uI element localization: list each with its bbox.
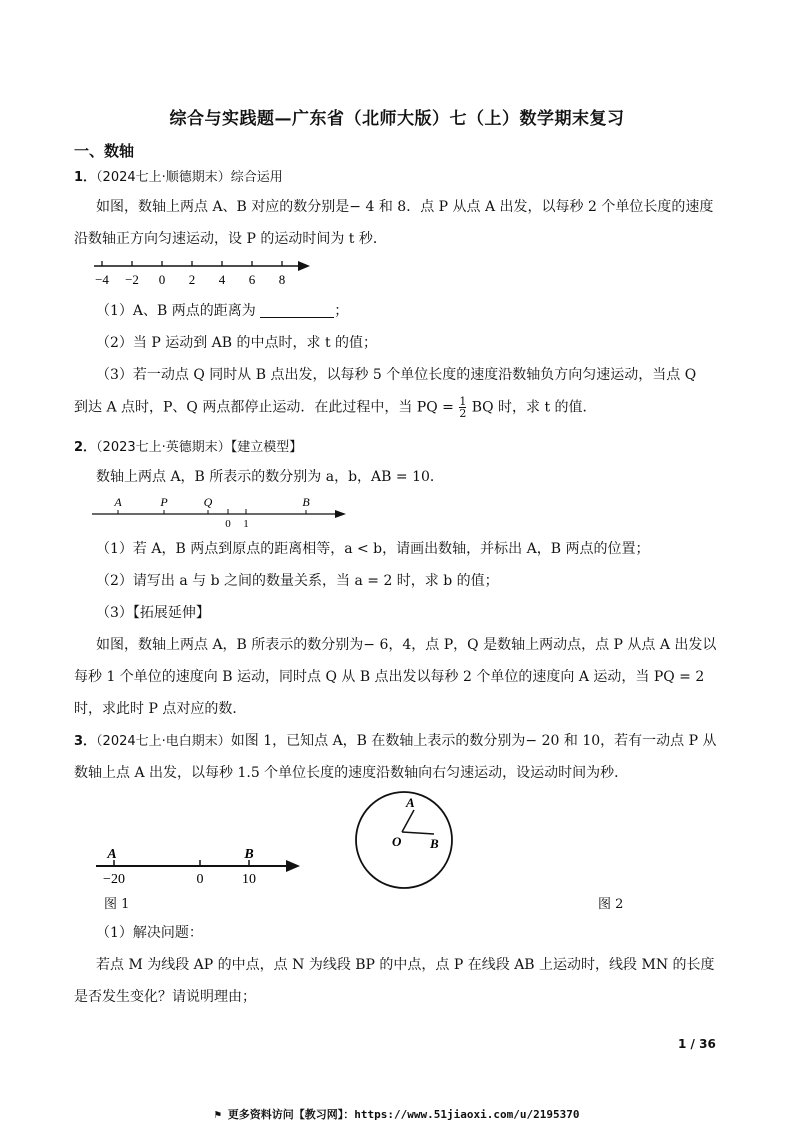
q1-part3-line1: （3）若一动点 Q 同时从 B 点出发，以每秒 5 个单位长度的速度沿数轴负方向匀速运动，当点 Q bbox=[96, 367, 697, 383]
q3-figure2 bbox=[352, 788, 456, 892]
q1-part3-line2 bbox=[74, 396, 597, 419]
q1-tick-label: 2 bbox=[188, 272, 196, 287]
q1-fraction bbox=[459, 396, 466, 419]
q3-fig1-tick-label: −20 bbox=[103, 872, 125, 886]
q3-body-line1: 若点 M 为线段 AP 的中点，点 N 为线段 BP 的中点，点 P 在线段 AB 上运动时，线段 MN 的长度 bbox=[96, 957, 715, 973]
q1-number: 1． bbox=[74, 170, 97, 185]
q1-part2: （2）当 P 运动到 AB 的中点时，求 t 的值； bbox=[96, 335, 378, 351]
q3-fig1-tick-label: 0 bbox=[196, 872, 204, 886]
q2-part2: （2）请写出 a 与 b 之间的数量关系，当 a = 2 时，求 b 的值； bbox=[96, 573, 499, 589]
q3-fig1-point-label: A bbox=[107, 847, 117, 862]
q2-intro: 数轴上两点 A，B 所表示的数分别为 a，b，AB = 10． bbox=[96, 469, 444, 485]
frac-numerator: 1 bbox=[459, 395, 467, 408]
q1-part3-text-a: 到达 A 点时，P、Q 两点都停止运动．在此过程中，当 PQ = bbox=[74, 399, 454, 416]
q3-intro-line1 bbox=[74, 730, 716, 750]
flag-icon: ⚑ bbox=[214, 1108, 222, 1121]
q2-point-label: B bbox=[302, 495, 310, 509]
q1-part1 bbox=[96, 300, 348, 320]
q1-source: （2024七上·顺德期末） bbox=[96, 170, 231, 185]
q2-part1: （1）若 A，B 两点到原点的距离相等，a < b，请画出数轴，并标出 A，B 两点的位置； bbox=[96, 541, 650, 557]
q2-number: 2． bbox=[74, 440, 97, 455]
q3-fig1-arrow bbox=[286, 860, 300, 872]
q3-fig1-point-label: B bbox=[244, 847, 254, 862]
q1-header bbox=[74, 166, 283, 185]
q1-tick-label: 6 bbox=[248, 272, 256, 287]
q2-source: （2023七上·英德期末） bbox=[96, 440, 231, 455]
footer-link[interactable] bbox=[0, 1106, 794, 1122]
q1-tick-label: 8 bbox=[278, 272, 286, 287]
q2-ext-line1: 如图，数轴上两点 A，B 所表示的数分别为− 6，4，点 P，Q 是数轴上两动点，点 P 从点 A 出发以 bbox=[96, 637, 717, 653]
q2-topic: 【建立模型】 bbox=[230, 440, 303, 455]
fig2-label-a: A bbox=[406, 795, 415, 810]
q2-number-line bbox=[88, 490, 358, 530]
q1-part3-text-b: BQ 时，求 t 的值． bbox=[471, 399, 597, 416]
section-heading: 一、数轴 bbox=[74, 142, 135, 160]
fig2-ray-ob bbox=[402, 832, 434, 834]
q2-tick-label: 0 bbox=[225, 518, 231, 530]
q3-intro-line2: 数轴上点 A 出发，以每秒 1.5 个单位长度的速度沿数轴向右匀速运动，设运动时间为秒． bbox=[74, 765, 629, 781]
q1-tick-label: 4 bbox=[218, 272, 226, 287]
q2-ext-line3: 时，求此时 P 点对应的数． bbox=[74, 701, 247, 717]
q1-intro-line1: 如图，数轴上两点 A、B 对应的数分别是− 4 和 8．点 P 从点 A 出发，以每秒 2 个单位长度的速度 bbox=[96, 199, 714, 215]
q3-source: （2024七上·电白期末） bbox=[96, 734, 231, 749]
q2-axis-arrow bbox=[335, 510, 346, 518]
q1-tick-label: −2 bbox=[125, 272, 139, 287]
fig2-label-o: O bbox=[392, 834, 402, 849]
page-number: 1 / 36 bbox=[678, 1037, 716, 1051]
q3-figure1 bbox=[92, 846, 312, 886]
q3-number: 3． bbox=[74, 734, 97, 749]
frac-denominator: 2 bbox=[459, 407, 467, 420]
q2-part3: （3）【拓展延伸】 bbox=[96, 605, 210, 621]
q2-point-label: Q bbox=[203, 495, 213, 509]
q1-topic: 综合运用 bbox=[230, 170, 283, 185]
q1-answer-blank[interactable] bbox=[260, 305, 334, 318]
q3-intro-text: 如图 1，已知点 A，B 在数轴上表示的数分别为− 20 和 10，若有一动点 P 从 bbox=[230, 733, 717, 749]
q1-tick-label: 0 bbox=[158, 272, 166, 287]
q1-number-line bbox=[88, 254, 318, 292]
q2-point-label: A bbox=[114, 495, 122, 509]
fig2-caption: 图 2 bbox=[598, 897, 624, 912]
q2-header bbox=[74, 436, 302, 455]
q2-tick-label: 1 bbox=[243, 518, 249, 530]
q3-body-line2: 是否发生变化？请说明理由； bbox=[74, 989, 256, 1005]
q3-part1: （1）解决问题： bbox=[96, 925, 203, 941]
q2-point-label: P bbox=[160, 495, 168, 509]
q1-part1-text: （1）A、B 两点的距离为 bbox=[96, 303, 256, 319]
q1-intro-line2: 沿数轴正方向匀速运动，设 P 的运动时间为 t 秒． bbox=[74, 231, 387, 247]
q3-fig1-tick-label: 10 bbox=[242, 872, 256, 886]
q1-part1-end: ； bbox=[334, 303, 349, 319]
q2-ext-line2: 每秒 1 个单位的速度向 B 运动，同时点 Q 从 B 点出发以每秒 2 个单位的速度向 A 运动，当 PQ = 2 bbox=[74, 669, 705, 685]
page-title: 综合与实践题—广东省（北师大版）七（上）数学期末复习 bbox=[169, 109, 625, 129]
q1-tick-label: −4 bbox=[95, 272, 109, 287]
fig2-ray-oa bbox=[402, 810, 414, 832]
q1-axis-arrow bbox=[298, 261, 310, 271]
footer-text[interactable]: 更多资料访问【教习网】：https://www.51jiaoxi.com/u/2195370 bbox=[227, 1108, 580, 1121]
fig2-label-b: B bbox=[430, 836, 439, 851]
fig1-caption: 图 1 bbox=[104, 897, 130, 912]
